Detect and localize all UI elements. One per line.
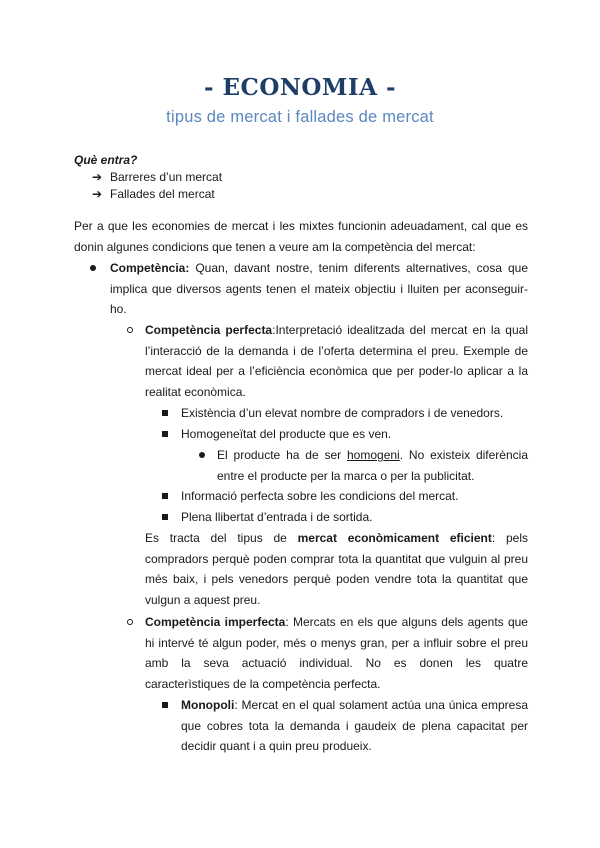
perfecta-item: Homogeneïtat del producte que es ven. (181, 427, 392, 441)
perfecta-item: Informació perfecta sobre les condicions del mercat. (181, 489, 459, 503)
imperfecta-paragraph (145, 612, 528, 694)
bullet-square-icon (162, 424, 168, 445)
document-title: - ECONOMIA - (203, 74, 397, 101)
mercat-eficient-text-pre: Es tracta del tipus de (145, 531, 298, 545)
competencia-term: Competència: (110, 261, 190, 275)
competencia-paragraph (110, 258, 528, 320)
imperfecta-text: : Mercats en els que alguns dels agents que hi intervé té algun poder, més o menys gran, per a influir sobre el preu amb la seva actuació individual. No es donen les quatre caracterìstiques de la competència perfecta. (145, 615, 528, 691)
que-entra-heading: Què entra? (74, 153, 138, 167)
bullet-square-icon (162, 695, 168, 716)
perfecta-item: Plena llibertat d’entrada i de sortida. (181, 510, 373, 524)
bullet-circle-icon (127, 612, 133, 633)
que-entra-item: Fallades del mercat (110, 187, 215, 201)
arrow-icon: ➔ (92, 187, 103, 201)
perfecta-term: Competència perfecta (145, 323, 273, 337)
que-entra-item: Barreres d’un mercat (110, 170, 223, 184)
mercat-eficient-paragraph (145, 528, 528, 610)
mercat-eficient-term: mercat econòmicament eficient (297, 531, 492, 545)
bullet-dot-icon (199, 445, 205, 466)
monopoli-text: : Mercat en el qual solament actúa una única empresa que cobres tota la demanda i gaudeix de plena capacitat per decidir quant i a quin preu produeix. (181, 698, 528, 753)
homogeni-text-pre: El producte ha de ser (217, 448, 347, 462)
competencia-text: Quan, davant nostre, tenim diferents alternatives, cosa que implica que diversos agents tenen el mateix objectiu i lluiten per aconseguir-ho. (110, 261, 528, 316)
homogeni-link: homogeni (347, 448, 400, 462)
bullet-circle-icon (127, 320, 133, 341)
document-subtitle: tipus de mercat i fallades de mercat (166, 108, 434, 126)
monopoli-term: Monopoli (181, 698, 235, 712)
bullet-dot-icon (90, 258, 96, 279)
homogeni-paragraph (217, 445, 528, 486)
perfecta-paragraph (145, 320, 528, 402)
bullet-square-icon (162, 507, 168, 528)
homogeni-text-post: . No existeix diferència entre el producte per la marca o per la publicitat. (217, 448, 528, 483)
bullet-square-icon (162, 403, 168, 424)
monopoli-paragraph (181, 695, 528, 757)
mercat-eficient-text-post: : pels compradors perquè poden comprar tota la quantitat que vulguin al preu més baix, i pels venedors perquè poden vendre tota la quantitat que vulgun a aquest preu. (145, 531, 528, 607)
bullet-square-icon (162, 486, 168, 507)
intro-paragraph: Per a que les economies de mercat i les mixtes funcionin adeuadament, cal que es donin algunes condicions que tenen a veure am la competència del mercat: (74, 219, 528, 254)
arrow-icon: ➔ (92, 170, 103, 184)
perfecta-text: :Interpretació idealitzada del mercat en la qual l’interacció de la demanda i de l’oferta determina el preu. Exemple de mercat ideal per a l’eficiència econòmica que per poder-lo aplicar a la realitat econòmica. (145, 323, 528, 399)
perfecta-item: Existència d’un elevat nombre de compradors i de venedors. (181, 406, 504, 420)
imperfecta-term: Competència imperfecta (145, 615, 286, 629)
